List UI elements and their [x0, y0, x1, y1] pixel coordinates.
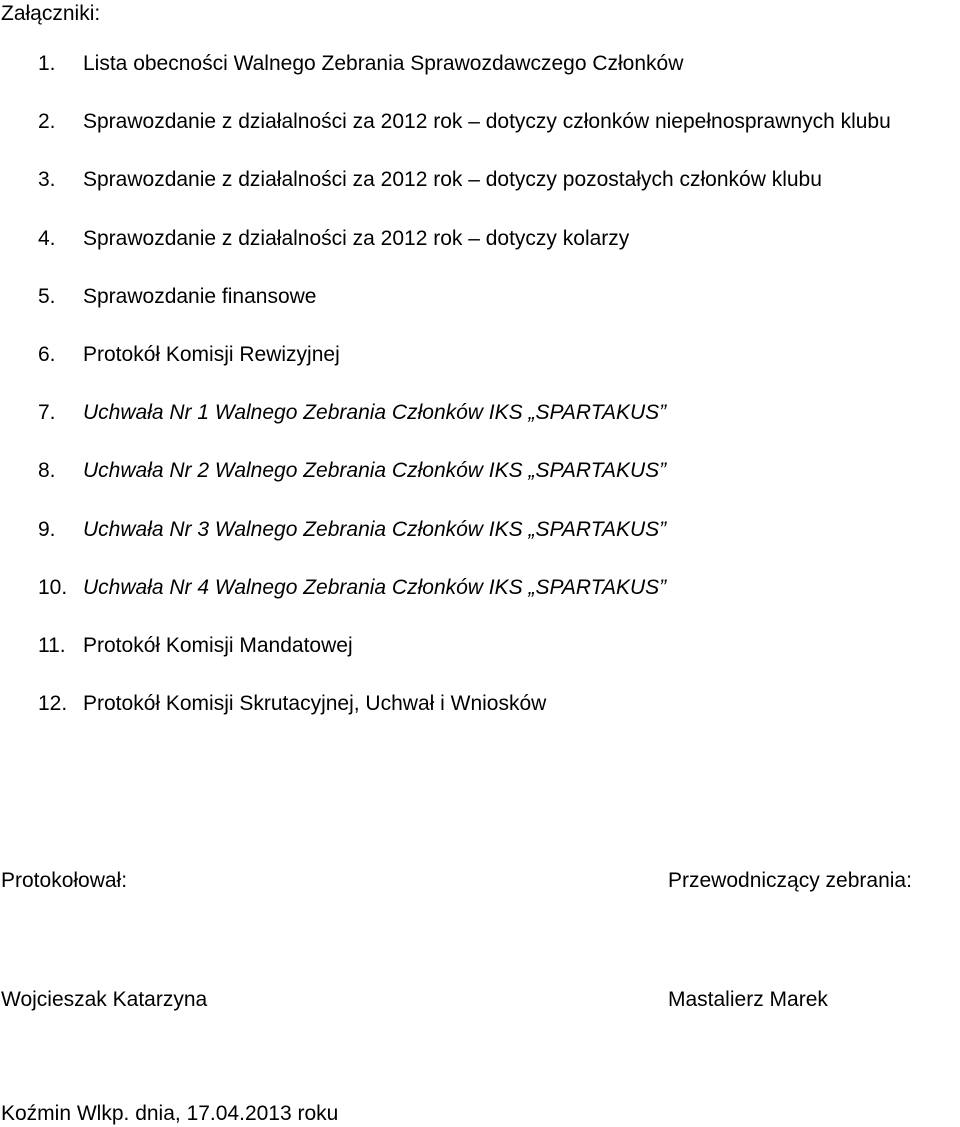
- attachment-number: 1.: [38, 52, 56, 75]
- attachment-number: 7.: [38, 401, 56, 425]
- attachment-number: 10.: [38, 575, 68, 599]
- attachment-text: Uchwała Nr 2 Walnego Zebrania Członków IKS „SPARTAKUS”: [83, 459, 667, 483]
- attachment-text: Uchwała Nr 3 Walnego Zebrania Członków IKS „SPARTAKUS”: [83, 517, 667, 541]
- attachment-number: 3.: [38, 168, 56, 192]
- recorder-label: Protokołował:: [1, 869, 128, 892]
- attachment-text: Protokół Komisji Mandatowej: [83, 633, 353, 657]
- attachment-number: 5.: [38, 284, 56, 308]
- attachment-number: 11.: [38, 633, 66, 657]
- attachment-number: 9.: [38, 517, 56, 541]
- attachment-text: Sprawozdanie z działalności za 2012 rok – dotyczy pozostałych członków klubu: [83, 168, 822, 192]
- attachment-number: 4.: [38, 226, 56, 250]
- attachment-text: Uchwała Nr 4 Walnego Zebrania Członków IKS „SPARTAKUS”: [83, 575, 667, 599]
- attachment-text: Protokół Komisji Rewizyjnej: [83, 342, 340, 366]
- attachment-text: Sprawozdanie z działalności za 2012 rok – dotyczy członków niepełnosprawnych klubu: [83, 110, 891, 134]
- attachment-text: Sprawozdanie finansowe: [83, 284, 317, 308]
- attachment-text: Lista obecności Walnego Zebrania Sprawozdawczego Członków: [83, 52, 684, 75]
- attachment-number: 6.: [38, 342, 56, 366]
- chairman-label: Przewodniczący zebrania:: [668, 869, 912, 892]
- attachment-text: Uchwała Nr 1 Walnego Zebrania Członków IKS „SPARTAKUS”: [83, 401, 667, 425]
- attachment-number: 8.: [38, 459, 56, 483]
- recorder-name: Wojcieszak Katarzyna: [1, 988, 208, 1011]
- place-date: Koźmin Wlkp. dnia, 17.04.2013 roku: [1, 1102, 339, 1125]
- attachment-text: Protokół Komisji Skrutacyjnej, Uchwał i Wniosków: [83, 692, 547, 716]
- attachment-number: 12.: [38, 692, 68, 716]
- attachment-text: Sprawozdanie z działalności za 2012 rok – dotyczy kolarzy: [83, 226, 630, 250]
- chairman-name: Mastalierz Marek: [668, 988, 828, 1011]
- attachment-number: 2.: [38, 110, 56, 134]
- attachments-heading: Załączniki:: [1, 2, 101, 25]
